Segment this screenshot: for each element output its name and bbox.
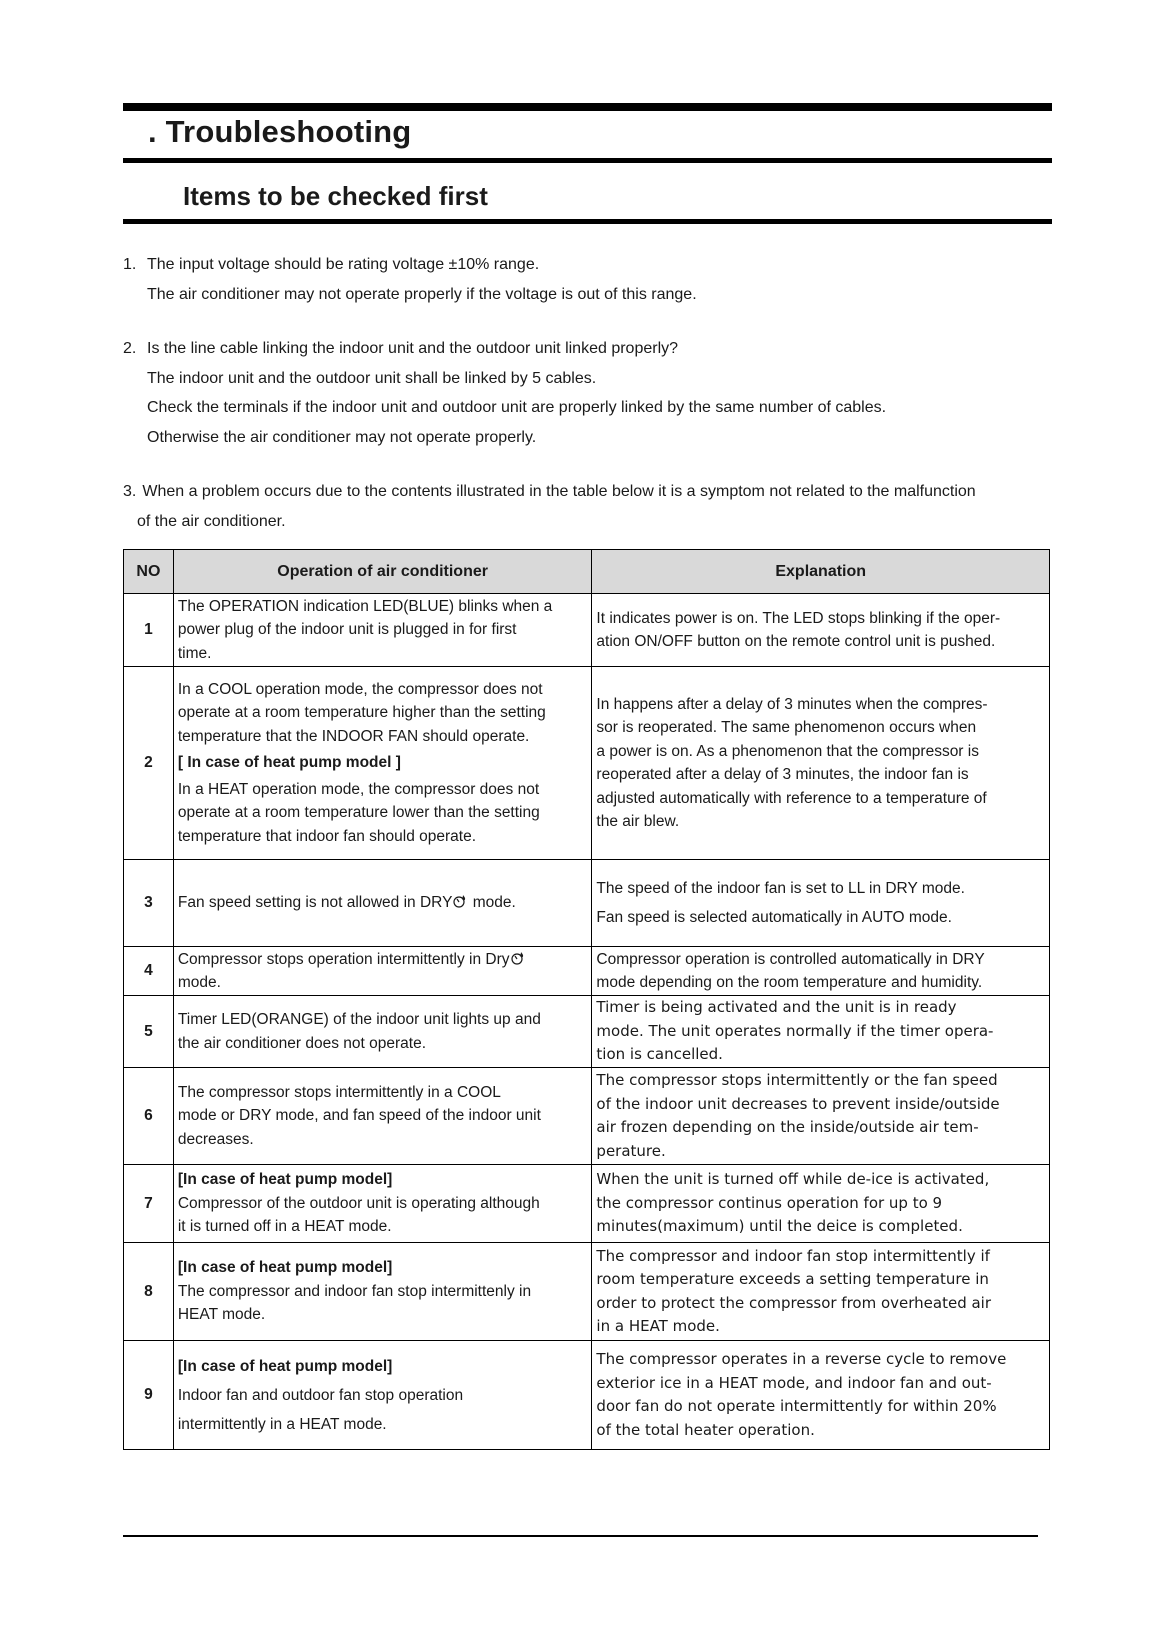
- item-line: The input voltage should be rating voltage ±10% range.: [147, 256, 540, 273]
- dry-mode-icon: [510, 950, 526, 966]
- cell-line: The compressor and indoor fan stop intermittently if: [596, 1246, 990, 1265]
- row-number: 6: [124, 1068, 174, 1165]
- explanation-cell: [592, 667, 1050, 860]
- cell-line: minutes(maximum) until the deice is completed.: [596, 1217, 963, 1236]
- table-row: [124, 996, 1050, 1068]
- cell-line: decreases.: [177, 1130, 254, 1148]
- row-number: 3: [124, 860, 174, 947]
- item-line: Check the terminals if the indoor unit and outdoor unit are properly linked by the same number of cables.: [147, 399, 887, 416]
- cell-line: it is turned off in a HEAT mode.: [177, 1218, 392, 1236]
- heat-pump-note: [In case of heat pump model]: [177, 1259, 393, 1277]
- dry-mode-icon: [452, 893, 468, 909]
- operation-cell: [173, 996, 592, 1068]
- operation-cell: [173, 1341, 592, 1450]
- cell-line: The compressor and indoor fan stop intermittenly in: [177, 1282, 532, 1300]
- cell-line: room temperature exceeds a setting temperature in: [596, 1270, 989, 1288]
- header-no: NO: [124, 550, 174, 594]
- table-row: [124, 947, 1050, 996]
- cell-line: of the total heater operation.: [596, 1420, 815, 1439]
- cell-text: Fan speed setting is not allowed in DRY: [177, 894, 453, 912]
- cell-line: In a COOL operation mode, the compressor does not: [177, 680, 543, 698]
- table-row: [124, 1165, 1050, 1243]
- operation-cell: [173, 860, 592, 947]
- cell-line: The OPERATION indication LED(BLUE) blinks when a: [177, 597, 553, 615]
- cell-line: Indoor fan and outdoor fan stop operation: [177, 1386, 464, 1404]
- item-line: Is the line cable linking the indoor unit and the outdoor unit linked properly?: [147, 340, 679, 357]
- operation-cell: [173, 947, 592, 996]
- table-row: [124, 1243, 1050, 1341]
- cell-line: In a HEAT operation mode, the compressor does not: [177, 780, 540, 798]
- table-row: [124, 594, 1050, 667]
- item-line: of the air conditioner.: [137, 512, 286, 530]
- cell-line: Timer is being activated and the unit is in ready: [596, 998, 957, 1017]
- cell-text: Compressor stops operation intermittently in Dry: [177, 950, 510, 968]
- row-number: 4: [124, 947, 174, 996]
- cell-line: the compressor continus operation for up to 9: [596, 1193, 943, 1212]
- cell-line: When the unit is turned off while de-ice is activated,: [596, 1170, 990, 1189]
- cell-line: door fan do not operate intermittently for within 20%: [596, 1397, 997, 1415]
- operation-cell: [173, 1165, 592, 1243]
- item-line: The indoor unit and the outdoor unit shall be linked by 5 cables.: [147, 369, 597, 387]
- heat-pump-note: [In case of heat pump model]: [177, 1357, 393, 1375]
- symptom-table: [123, 549, 1050, 1450]
- cell-line: perature.: [596, 1141, 666, 1160]
- cell-line: The speed of the indoor fan is set to LL in DRY mode.: [596, 880, 965, 897]
- explanation-cell: [592, 1165, 1050, 1243]
- item-line: [123, 477, 1053, 507]
- explanation-cell: [592, 996, 1050, 1068]
- footer-rule: [123, 1535, 1038, 1537]
- row-number: 7: [124, 1165, 174, 1243]
- explanation-cell: [592, 1243, 1050, 1341]
- cell-line: operate at a room temperature lower than the setting: [177, 804, 540, 822]
- section-title: Items to be checked first: [183, 181, 488, 211]
- header-rule-top: [123, 103, 1052, 111]
- operation-cell: [173, 1068, 592, 1165]
- cell-line: mode depending on the room temperature and humidity.: [596, 974, 983, 991]
- cell-line: exterior ice in a HEAT mode, and indoor fan and out-: [596, 1373, 992, 1392]
- row-number: 2: [124, 667, 174, 860]
- explanation-cell: [592, 594, 1050, 667]
- page-title: . Troubleshooting: [148, 114, 412, 149]
- cell-line: reoperated after a delay of 3 minutes, the indoor fan is: [596, 766, 969, 783]
- row-number: 5: [124, 996, 174, 1068]
- cell-text: mode.: [468, 894, 516, 912]
- cell-line: adjusted automatically with reference to a temperature of: [596, 789, 987, 807]
- cell-line: Compressor of the outdoor unit is operating although: [177, 1194, 540, 1212]
- cell-line: temperature that indoor fan should operate.: [177, 827, 476, 845]
- header-explanation: Explanation: [592, 550, 1050, 594]
- item-number: 2.: [123, 340, 137, 357]
- cell-line: a power is on. As a phenomenon that the compressor is: [596, 742, 979, 760]
- item-number: 1.: [123, 256, 137, 273]
- check-items-list: [123, 250, 1053, 536]
- table-row: [124, 1341, 1050, 1450]
- cell-line: The compressor stops intermittently or the fan speed: [596, 1071, 998, 1089]
- cell-line: The compressor stops intermittently in a COOL: [177, 1083, 501, 1101]
- row-number: 8: [124, 1243, 174, 1341]
- explanation-cell: [592, 1341, 1050, 1450]
- heat-pump-note: [ In case of heat pump model ]: [177, 754, 401, 772]
- row-number: 9: [124, 1341, 174, 1450]
- item-number: 3.: [123, 483, 137, 500]
- table-row: [124, 667, 1050, 860]
- cell-line: time.: [177, 644, 212, 662]
- check-item-3: [123, 477, 1053, 536]
- cell-line: intermittently in a HEAT mode.: [177, 1415, 387, 1433]
- cell-line: ation ON/OFF button on the remote control unit is pushed.: [596, 633, 996, 650]
- cell-line: Timer LED(ORANGE) of the indoor unit lights up and: [177, 1011, 541, 1028]
- header-operation: Operation of air conditioner: [173, 550, 592, 594]
- item-line-text: When a problem occurs due to the contents illustrated in the table below it is a symptom not related to the malfunction: [142, 483, 976, 500]
- cell-line: the air conditioner does not operate.: [177, 1034, 427, 1052]
- explanation-cell: [592, 860, 1050, 947]
- table-row: [124, 1068, 1050, 1165]
- cell-line: It indicates power is on. The LED stops blinking if the oper-: [596, 609, 1001, 627]
- heat-pump-note: [In case of heat pump model]: [177, 1171, 393, 1189]
- table-header-row: [124, 550, 1050, 594]
- cell-line: HEAT mode.: [177, 1306, 266, 1324]
- cell-line: mode. The unit operates normally if the timer opera-: [596, 1021, 994, 1040]
- cell-line: In happens after a delay of 3 minutes when the compres-: [596, 695, 988, 713]
- cell-line: mode or DRY mode, and fan speed of the indoor unit: [177, 1107, 541, 1125]
- cell-line: order to protect the compressor from overheated air: [596, 1293, 992, 1312]
- cell-line: Compressor operation is controlled automatically in DRY: [596, 950, 985, 968]
- cell-line: sor is reoperated. The same phenomenon occurs when: [596, 719, 977, 736]
- cell-line: tion is cancelled.: [596, 1045, 723, 1064]
- cell-line: Fan speed is selected automatically in AUTO mode.: [596, 909, 952, 926]
- cell-line: the air blew.: [596, 813, 680, 830]
- header-rule-bottom: [123, 219, 1052, 224]
- check-item-1: [123, 250, 1053, 309]
- row-number: 1: [124, 594, 174, 667]
- check-item-2: [123, 334, 1053, 452]
- explanation-cell: [592, 947, 1050, 996]
- item-line: Otherwise the air conditioner may not operate properly.: [147, 428, 537, 446]
- operation-cell: [173, 594, 592, 667]
- cell-line: in a HEAT mode.: [596, 1317, 720, 1335]
- header-rule-middle: [123, 158, 1052, 163]
- cell-text: mode.: [177, 974, 221, 991]
- operation-cell: [173, 667, 592, 860]
- item-line: The air conditioner may not operate properly if the voltage is out of this range.: [147, 285, 697, 303]
- cell-line: power plug of the indoor unit is plugged in for first: [177, 621, 517, 639]
- cell-line: of the indoor unit decreases to prevent inside/outside: [596, 1094, 1000, 1113]
- table-row: [124, 860, 1050, 947]
- cell-line: operate at a room temperature higher than the setting: [177, 704, 546, 722]
- explanation-cell: [592, 1068, 1050, 1165]
- cell-line: air frozen depending on the inside/outside air tem-: [596, 1118, 979, 1136]
- cell-line: The compressor operates in a reverse cycle to remove: [596, 1350, 1007, 1368]
- cell-line: temperature that the INDOOR FAN should operate.: [177, 727, 530, 745]
- operation-cell: [173, 1243, 592, 1341]
